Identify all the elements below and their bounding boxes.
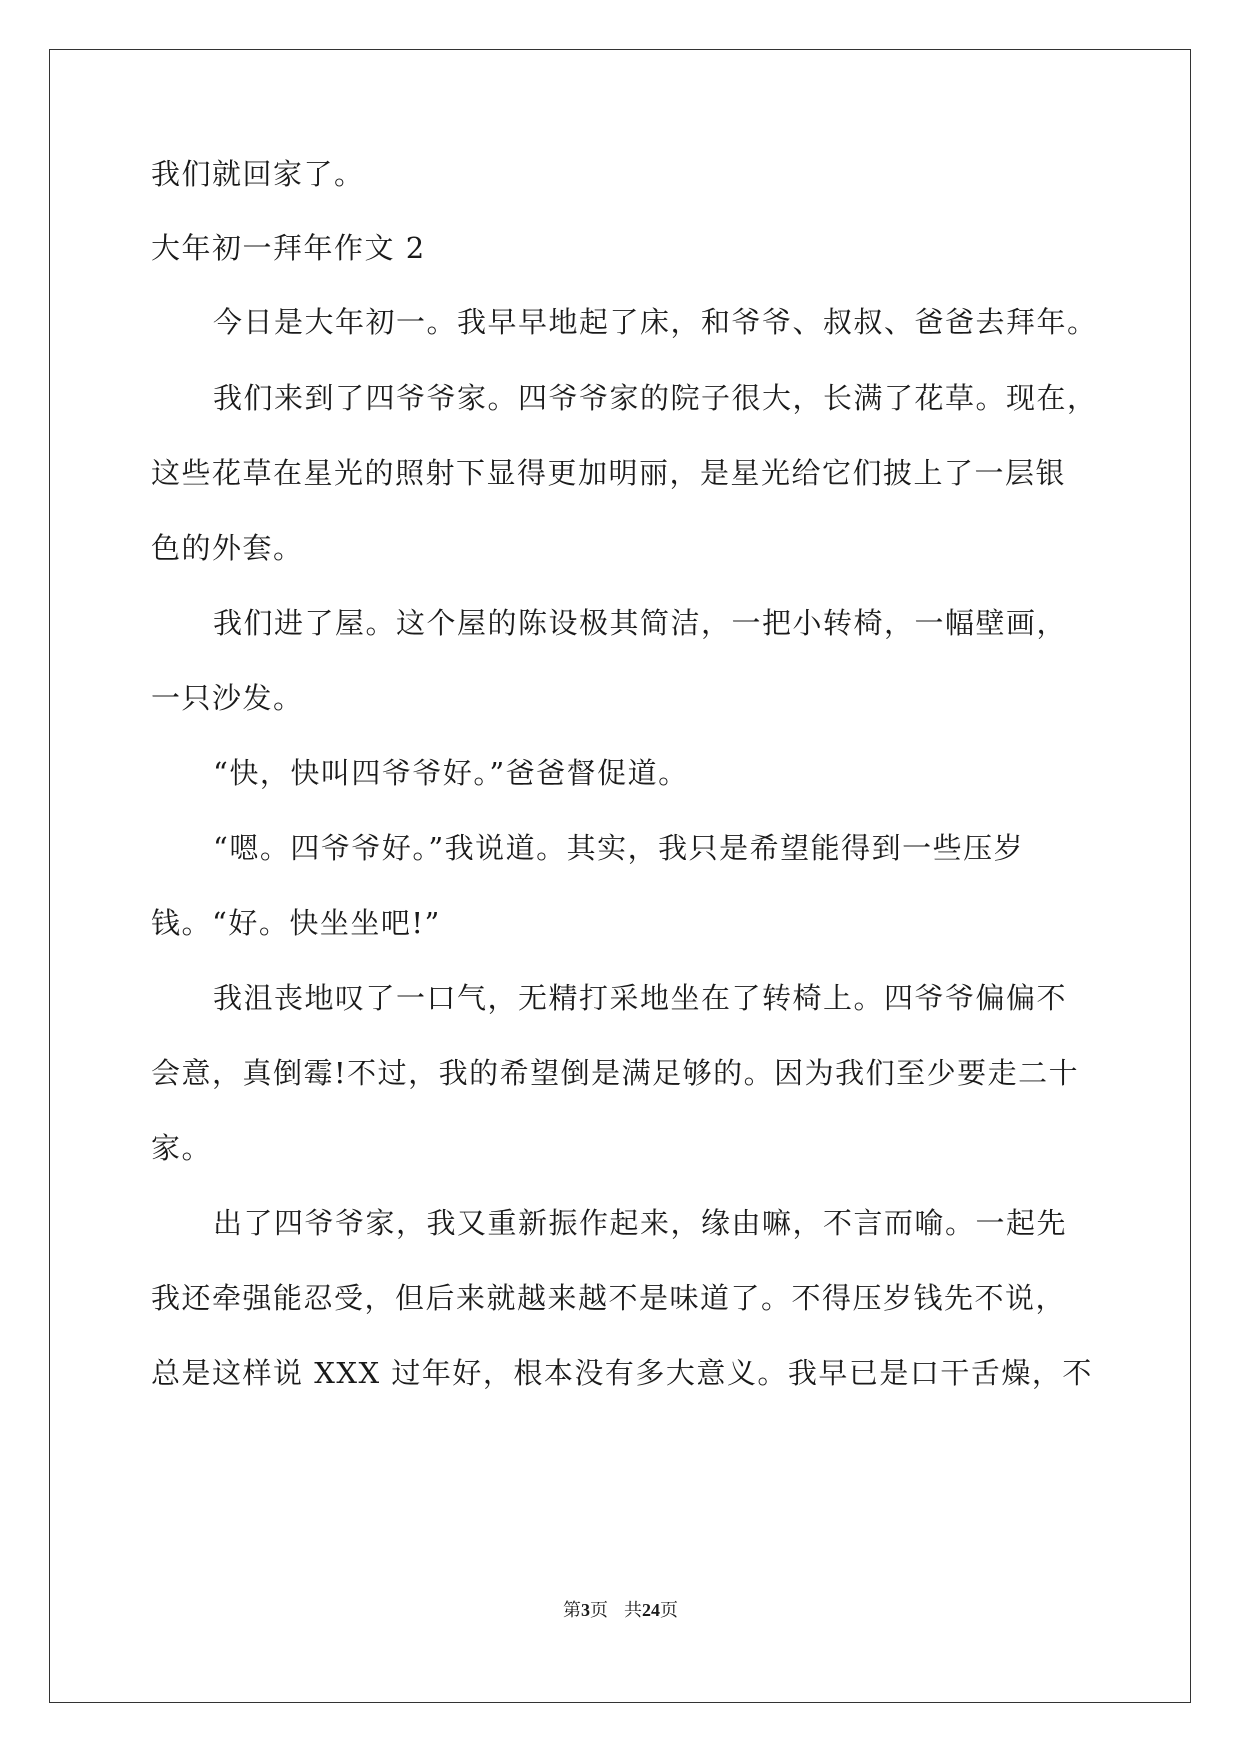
paragraph-line: 我们进了屋。这个屋的陈设极其简洁，一把小转椅，一幅壁画， — [213, 606, 1068, 640]
paragraph-line: 我沮丧地叹了一口气，无精打采地坐在了转椅上。四爷爷偏偏不 — [213, 981, 1068, 1015]
paragraph-line: 总是这样说 XXX 过年好，根本没有多大意义。我早已是口干舌燥，不 — [151, 1356, 1093, 1390]
paragraph-line: 会意，真倒霉!不过，我的希望倒是满足够的。因为我们至少要走二十 — [151, 1056, 1080, 1090]
paragraph-line: 一只沙发。 — [151, 681, 304, 715]
paragraph-line: 色的外套。 — [151, 531, 304, 565]
paragraph-line: 今日是大年初一。我早早地起了床，和爷爷、叔叔、爸爸去拜年。 — [213, 305, 1098, 339]
paragraph-line: 这些花草在星光的照射下显得更加明丽，是星光给它们披上了一层银 — [151, 456, 1067, 490]
page-prefix: 第 — [563, 1600, 581, 1621]
section-heading: 大年初一拜年作文 2 — [151, 231, 426, 265]
paragraph-line: 我还牵强能忍受，但后来就越来越不是味道了。不得压岁钱先不说， — [151, 1281, 1067, 1315]
page-border — [49, 49, 1191, 1703]
paragraph-line: 我们来到了四爷爷家。四爷爷家的院子很大，长满了花草。现在， — [213, 381, 1098, 415]
paragraph-line: 出了四爷爷家，我又重新振作起来，缘由嘛，不言而喻。一起先 — [213, 1206, 1068, 1240]
paragraph-line: 钱。“好。快坐坐吧!” — [151, 906, 441, 940]
paragraph-line: 家。 — [151, 1131, 213, 1165]
page-footer — [0, 1598, 1241, 1623]
page-number: 3 — [581, 1600, 590, 1620]
text-line: 我们就回家了。 — [151, 157, 365, 191]
page-suffix: 页 — [590, 1600, 608, 1621]
page-total: 24 — [642, 1600, 660, 1620]
total-prefix: 共 — [624, 1600, 642, 1621]
paragraph-line: “嗯。四爷爷好。”我说道。其实，我只是希望能得到一些压岁 — [213, 831, 1025, 865]
total-suffix: 页 — [660, 1600, 678, 1621]
paragraph-line: “快，快叫四爷爷好。”爸爸督促道。 — [213, 756, 689, 790]
